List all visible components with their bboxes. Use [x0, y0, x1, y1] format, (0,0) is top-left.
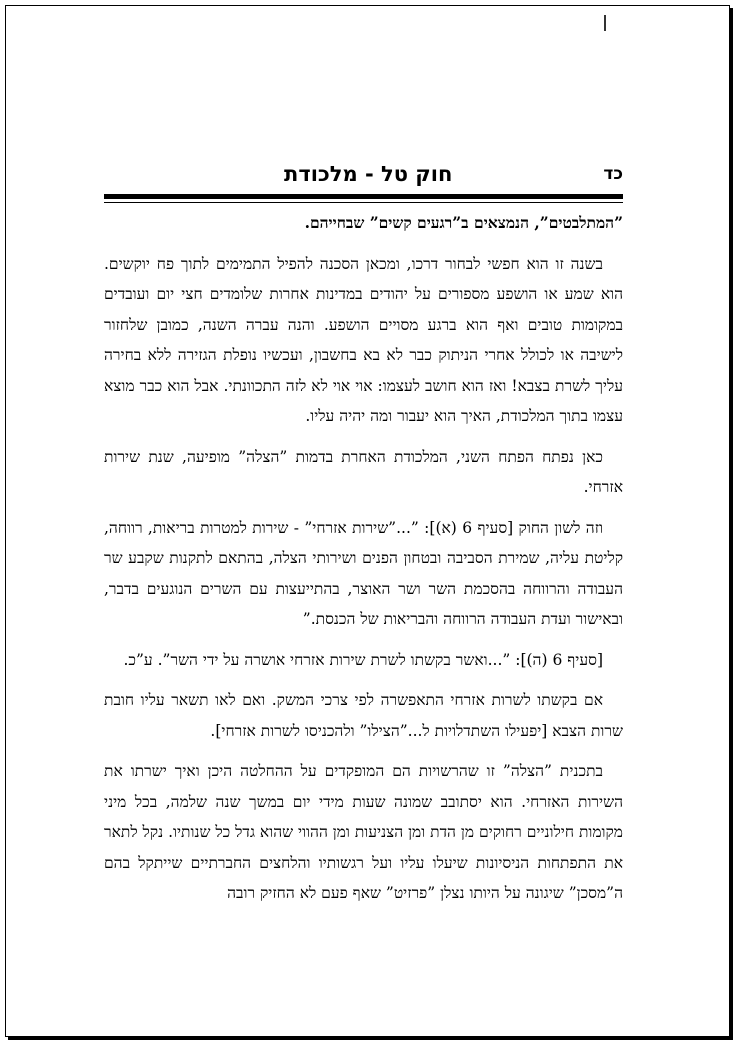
page-number: כד: [603, 164, 623, 184]
paragraph: וזה לשון החוק [סעיף 6 (א)]: ”...”שירות אזרחי” - שירות למטרות בריאות, רווחה, קליטת עליה, שמירת הסביבה ובטחון הפנים ושירותי הצלה, בהתאם לתקנות שקבע שר העבודה והרווחה בהסכמת השר ושר האוצר, בהתייעצות עם השרים הנוגעים בדבר, ובאישור ועדת העבודה הרווחה והבריאות של הכנסת.”: [104, 518, 623, 628]
paragraph: כאן נפתח הפתח השני, המלכודת האחרת בדמות ”הצלה” מופיעה, שנת שירות אזרחי.: [104, 447, 623, 496]
page-header: [104, 162, 623, 196]
paragraph: אם בקשתו לשרות אזרחי התאפשרה לפי צרכי המשק. ואם לאו תשאר עליו חובת שרות הצבא [יפעילו השתדלויות ל...”הצילו” ולהכניסו לשרות אזרחי].: [104, 691, 623, 740]
corner-mark: [604, 15, 606, 31]
paragraph: בשנה זו הוא חפשי לבחור דרכו, ומכאן הסכנה להפיל התמימים לתוך פח יוקשים. הוא שמע או הושפע מספורים על יהודים במדינות אחרות שלומדים חצי יום ועובדים במקומות טובים ואף הוא ברגע מסויים הושפע. והנה עברה השנה, כמובן שלחזור לישיבה או לכולל אחרי הניתוק כבר לא בא בחשבון, ועכשיו נופלת הגזירה ללא בחירה עליך לשרת בצבא! ואז הוא חושב לעצמו: אוי אוי לא לזה התכוונתי. אבל הוא כבר מוצא עצמו בתוך המלכודת, האיך הוא יעבור ומה יהיה עליו.: [104, 254, 623, 425]
running-title: חוק טל - מלכודת: [284, 162, 453, 186]
paragraph: ”המתלבטים”, הנמצאים ב”רגעים קשים” שבחייהם.: [304, 213, 623, 232]
header-rule: [104, 194, 623, 199]
header-rule-thin: [104, 202, 623, 203]
paragraph: בתכנית ”הצלה” זו שהרשויות הם המופקדים על ההחלטה היכן ואיך ישרתו את השירות האזרחי. הוא יסתובב שמונה שעות מידי יום במשך שנה שלמה, בכל מיני מקומות חילוניים רחוקים מן הדת ומן הצניעות ומן ההווי שהוא גדל כל שנותיו. נקל לתאר את התפתחות הניסיונות שיעלו עליו ועל רגשותיו והלחצים החברתיים שייתקל בהם ה”מסכן” שיגונה על היותו נצלן ”פרזיט” שאף פעם לא החזיק רובה: [104, 762, 623, 902]
body-text: [104, 208, 623, 909]
paragraph: [סעיף 6 (ה)]: ”...ואשר בקשתו לשרת שירות אזרחי אושרה על ידי השר”. ע”כ.: [123, 650, 603, 669]
